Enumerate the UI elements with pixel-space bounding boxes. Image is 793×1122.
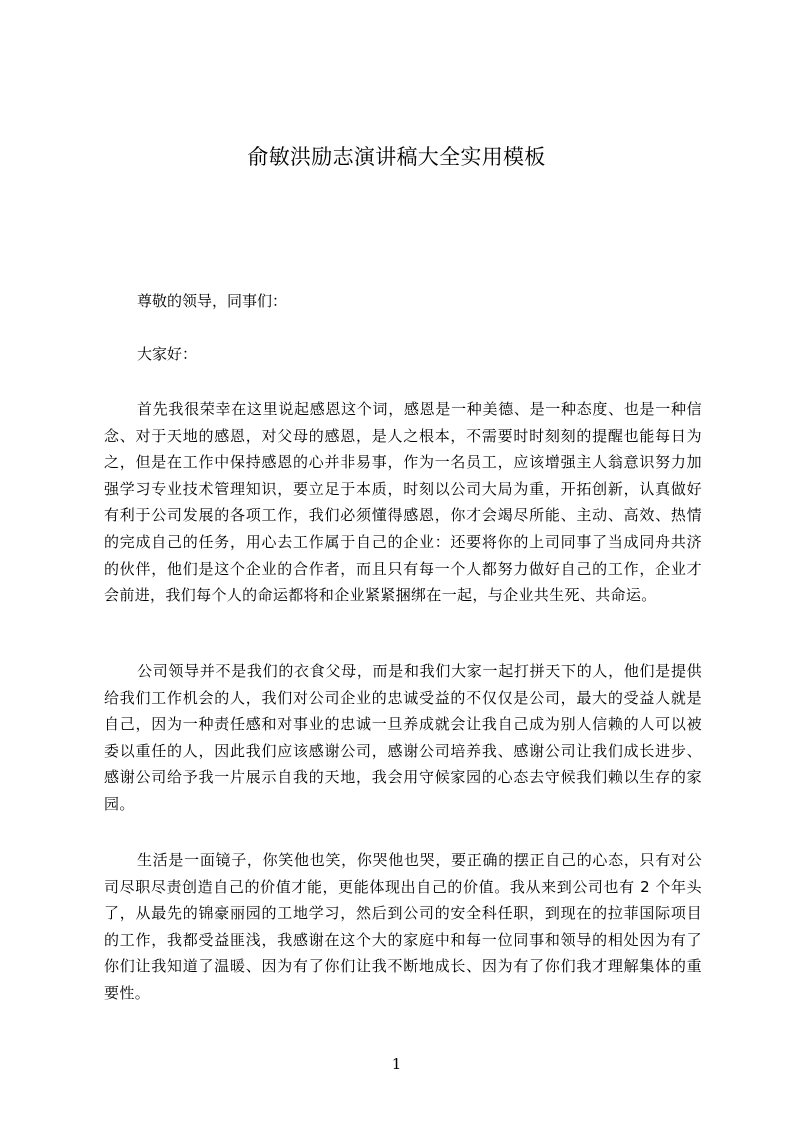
body-paragraph-3: 生活是一面镜子，你笑他也笑，你哭他也哭，要正确的摆正自己的心态，只有对公司尽职尽责创造自己的价值才能，更能体现出自己的价值。我从来到公司也有 2 个年头了，从最先的锦豪丽园的工地学习，然后到公司的安全科任职，到现在的拉菲国际项目的工作，我都受益匪浅，我感谢在这个大的家庭中和每一位同事和领导的相处因为有了你们让我知道了温暖、因为有了你们让我不断地成长、因为有了你们我才理解集体的重要性。 xyxy=(104,851,702,1002)
salutation: 尊敬的领导，同事们： xyxy=(137,292,288,310)
body-paragraph-2: 公司领导并不是我们的衣食父母，而是和我们大家一起打拼天下的人，他们是提供给我们工作机会的人，我们对公司企业的忠诚受益的不仅仅是公司，最大的受益人就是自己，因为一种责任感和对事业的忠诚一旦养成就会让我自己成为别人信赖的人可以被委以重任的人，因此我们应该感谢公司，感谢公司培养我、感谢公司让我们成长进步、感谢公司给予我一片展示自我的天地，我会用守候家园的心态去守候我们赖以生存的家园。 xyxy=(104,662,702,813)
greeting: 大家好： xyxy=(137,345,198,363)
body-paragraph-1: 首先我很荣幸在这里说起感恩这个词，感恩是一种美德、是一种态度、也是一种信念、对于天地的感恩，对父母的感恩，是人之根本，不需要时时刻刻的提醒也能每日为之，但是在工作中保持感恩的心并非易事，作为一名员工，应该增强主人翁意识努力加强学习专业技术管理知识，要立足于本质，时刻以公司大局为重，开拓创新，认真做好有利于公司发展的各项工作，我们必须懂得感恩，你才会竭尽所能、主动、高效、热情的完成自己的任务，用心去工作属于自己的企业：还要将你的上司同事了当成同舟共济的伙伴，他们是这个企业的合作者，而且只有每一个人都努力做好自己的工作，企业才会前进，我们每个人的命运都将和企业紧紧捆绑在一起，与企业共生死、共命运。 xyxy=(104,400,702,605)
page-number: 1 xyxy=(391,1055,402,1073)
document-title: 俞敏洪励志演讲稿大全实用模板 xyxy=(247,145,546,169)
